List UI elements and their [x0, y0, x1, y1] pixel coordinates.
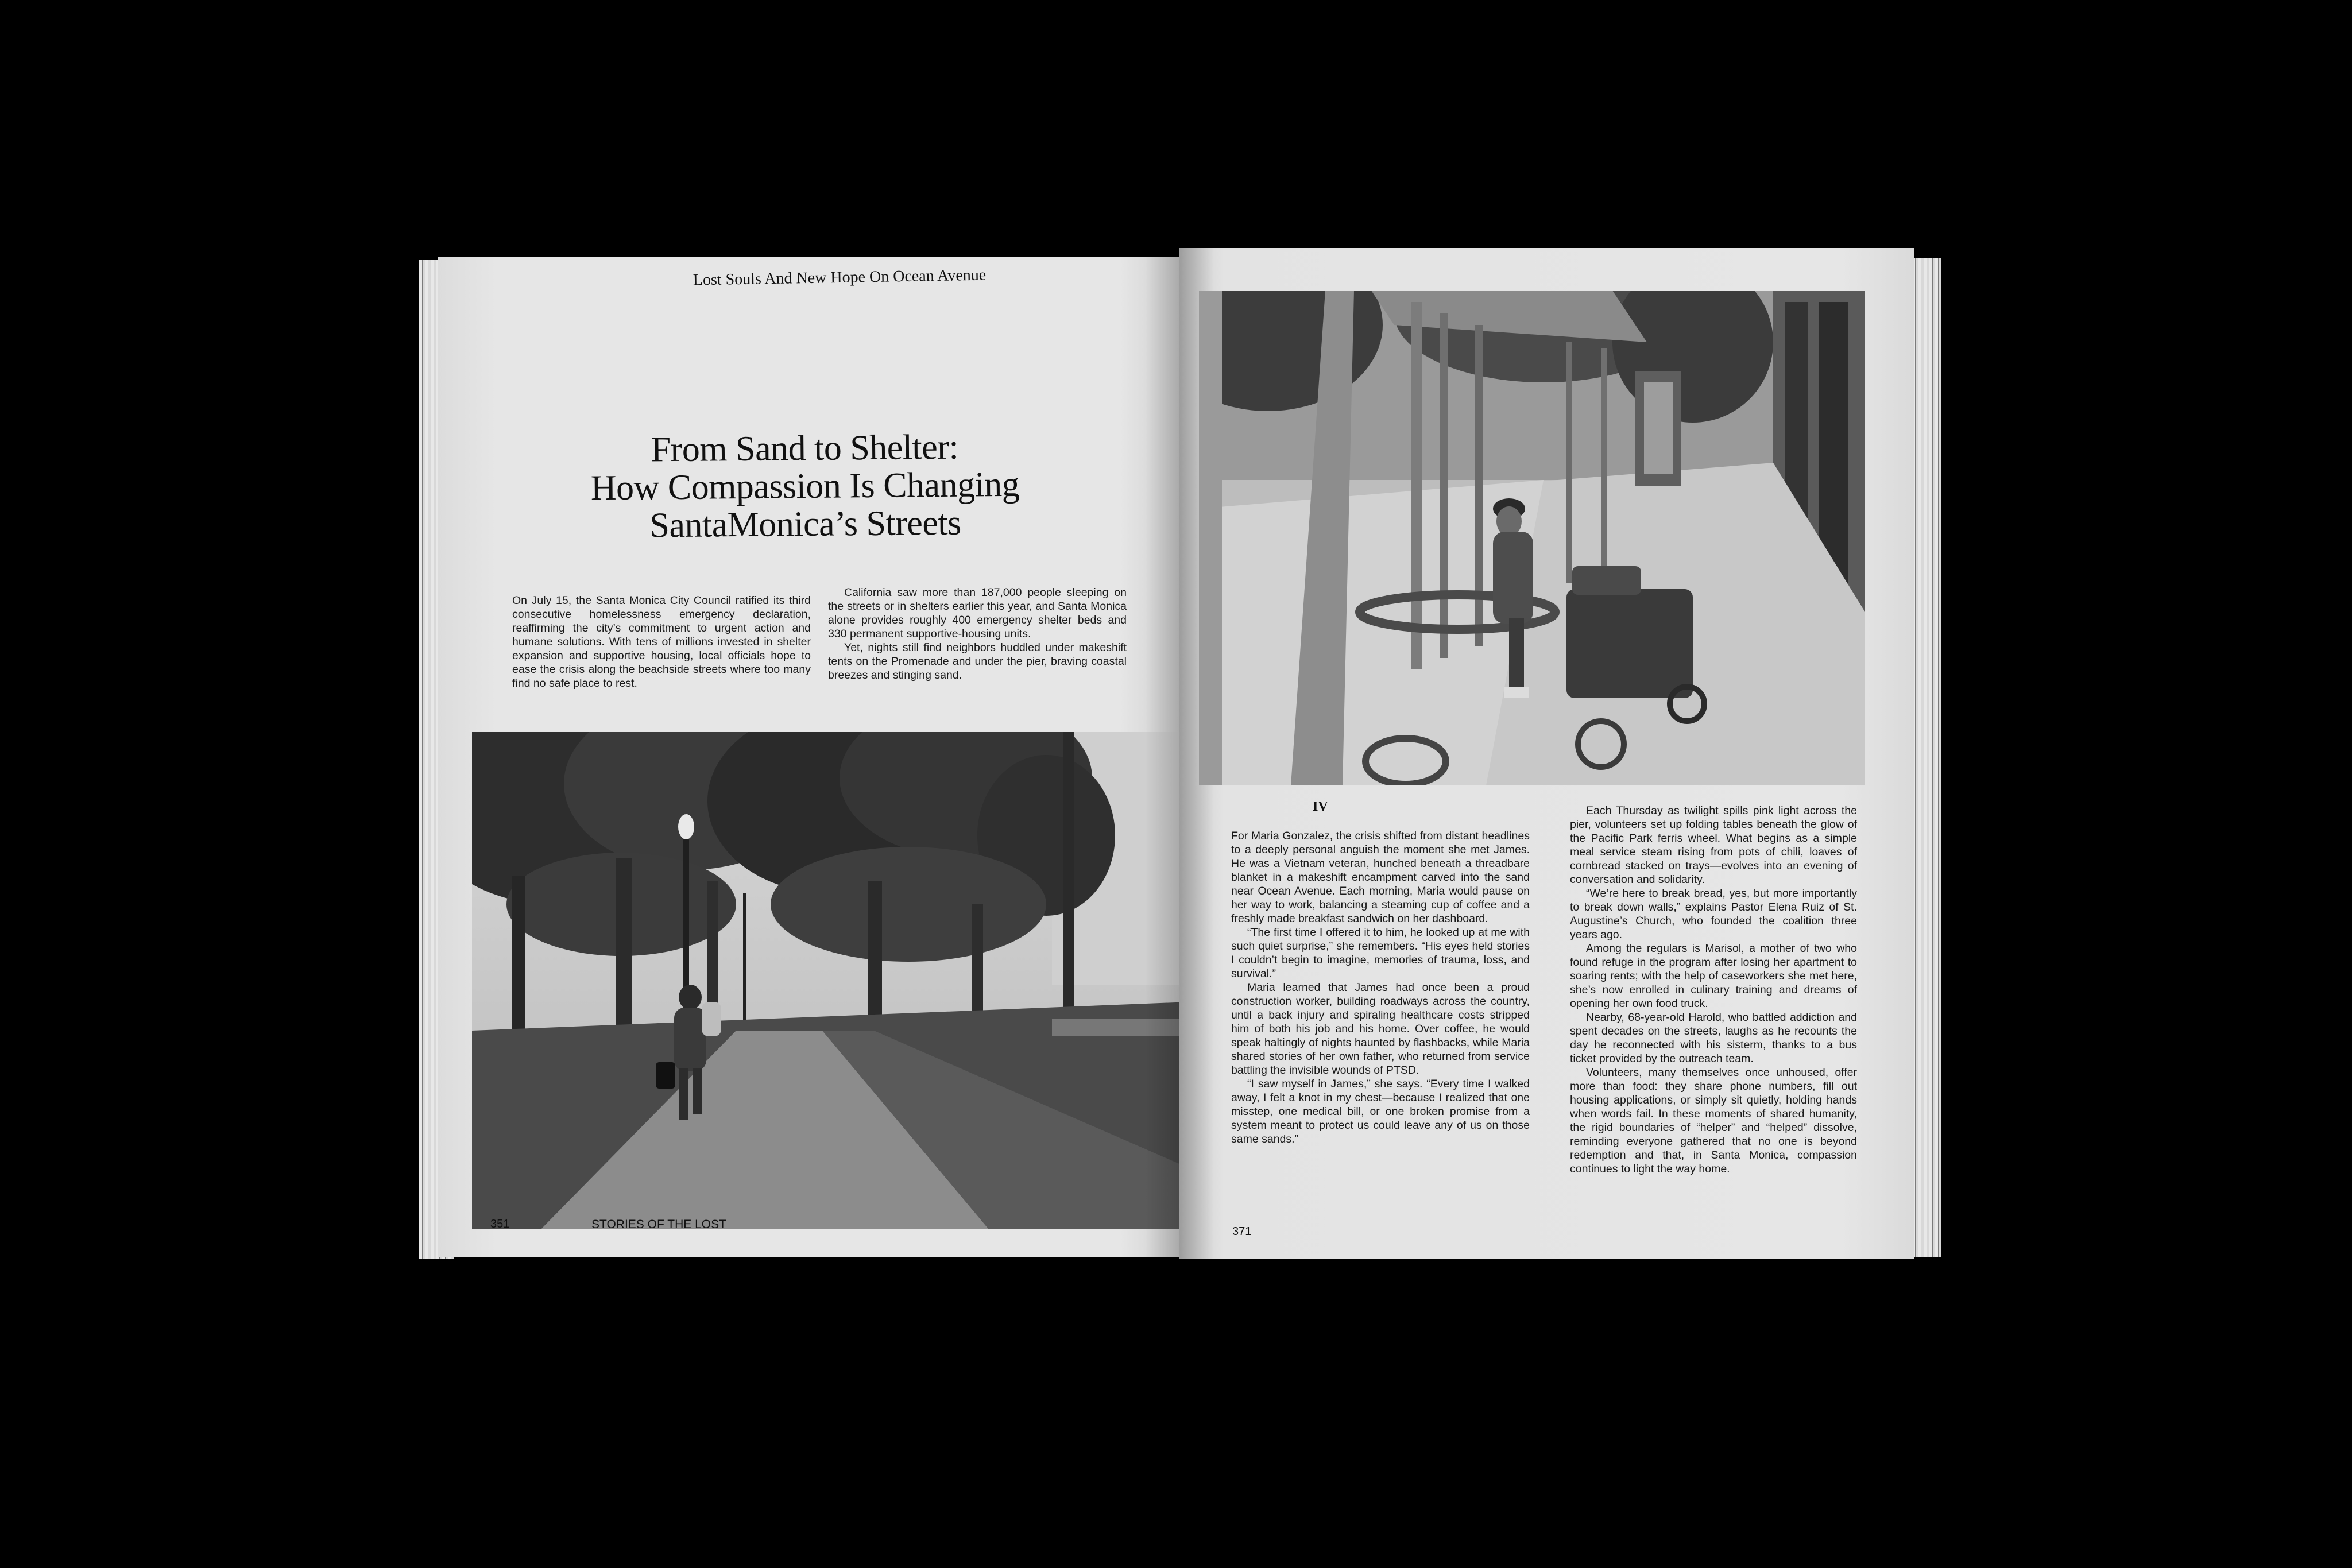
- paragraph: Yet, nights still find neighbors huddled under makeshift tents on the Promenade and under the pier, braving coastal breezes and stinging sand.: [828, 641, 1127, 682]
- paragraph: Volunteers, many themselves once unhoused, offer more than food: they share phone numbers, fill out housing applications, or simply sit quietly, holding hands when words fail. In these moments of shared humanity, the rigid boundaries of “helper” and “helped” dissolve, reminding everyone gathered that no one is beyond redemption and that, in Santa Monica, compassion continues to light the way home.: [1570, 1066, 1857, 1175]
- paragraph: Maria learned that James had once been a proud construction worker, building roadways across the country, until a back injury and spiraling healthcare costs stripped him of both his job and his home. Over coffee, he would speak haltingly of nights haunted by flashbacks, while Maria shared stories of her own father, who returned from service battling the invisible wounds of PTSD.: [1231, 981, 1530, 1077]
- headline-line-2: How Compassion Is Changing: [590, 464, 1020, 508]
- right-column-2: [1570, 804, 1857, 1176]
- bus-stop-photo: [1199, 291, 1865, 785]
- section-number: IV: [1313, 799, 1328, 814]
- left-page-number: 351: [490, 1218, 510, 1230]
- right-page: [1179, 248, 1914, 1259]
- right-page-number: 371: [1232, 1225, 1252, 1238]
- left-intro-column-2: [828, 586, 1127, 682]
- paragraph: Nearby, 68-year-old Harold, who battled addiction and spent decades on the streets, laughs as he recounts the day he reconnected with his sisterm, thanks to a bus ticket provided by the outreach team.: [1570, 1011, 1857, 1065]
- article-headline: [569, 427, 1041, 545]
- running-head: Lost Souls And New Hope On Ocean Avenue: [693, 266, 987, 289]
- paragraph: For Maria Gonzalez, the crisis shifted from distant headlines to a deeply personal anguish the moment she met James. He was a Vietnam veteran, hunched beneath a threadbare blanket in a makeshift encampment carved into the sand near Ocean Avenue. Each morning, Maria would pause on her way to work, balancing a steaming cup of coffee and a freshly made breakfast sandwich on her dashboard.: [1231, 830, 1530, 925]
- paragraph: Among the regulars is Marisol, a mother of two who found refuge in the program after losing her apartment to soaring rents; with the help of caseworkers she met here, she’s now enrolled in culinary training and dreams of opening her own food truck.: [1570, 942, 1857, 1010]
- paragraph: Each Thursday as twilight spills pink light across the pier, volunteers set up folding tables beneath the glow of the Pacific Park ferris wheel. What begins as a simple meal service steam rising from pots of chili, loaves of cornbread stacked on trays—evolves into an evening of conversation and solidarity.: [1570, 804, 1857, 886]
- paragraph: “I saw myself in James,” she says. “Every time I walked away, I felt a knot in my chest—because I realized that one misstep, one medical bill, or one broken promise from a system meant to protect us could leave any of us on those same sands.”: [1231, 1078, 1530, 1145]
- paragraph: “The first time I offered it to him, he looked up at me with such quiet surprise,” she remembers. “His eyes held stories I couldn’t begin to imagine, memories of trauma, loss, and survival.”: [1231, 926, 1530, 980]
- gutter-shadow-left: [1145, 257, 1179, 1257]
- paragraph: “We’re here to break bread, yes, but more importantly to break down walls,” explains Pastor Elena Ruiz of St. Augustine’s Church, who founded the coalition three years ago.: [1570, 887, 1857, 941]
- headline-line-3: SantaMonica’s Streets: [649, 503, 961, 545]
- bus-stop-photo-illustration: [1199, 291, 1865, 785]
- ocean-avenue-street-photo: [472, 732, 1179, 1229]
- left-intro-column-1: [512, 594, 811, 690]
- headline-line-1: From Sand to Shelter:: [651, 427, 959, 470]
- right-column-1: [1231, 829, 1530, 1146]
- left-page: [438, 257, 1179, 1257]
- paragraph: California saw more than 187,000 people sleeping on the streets or in shelters earlier this year, and Santa Monica alone provides roughly 400 emergency shelter beds and 330 permanent supportive-housing units.: [828, 586, 1127, 640]
- paragraph: On July 15, the Santa Monica City Council ratified its third consecutive homelessness emergency declaration, reaffirming the city’s commitment to urgent action and humane solutions. With tens of millions invested in shelter expansion and supportive housing, local officials hope to ease the crisis along the beachside streets where too many find no safe place to rest.: [512, 594, 811, 690]
- street-photo-illustration: [472, 732, 1179, 1229]
- left-footer-title: STORIES OF THE LOST: [591, 1218, 726, 1231]
